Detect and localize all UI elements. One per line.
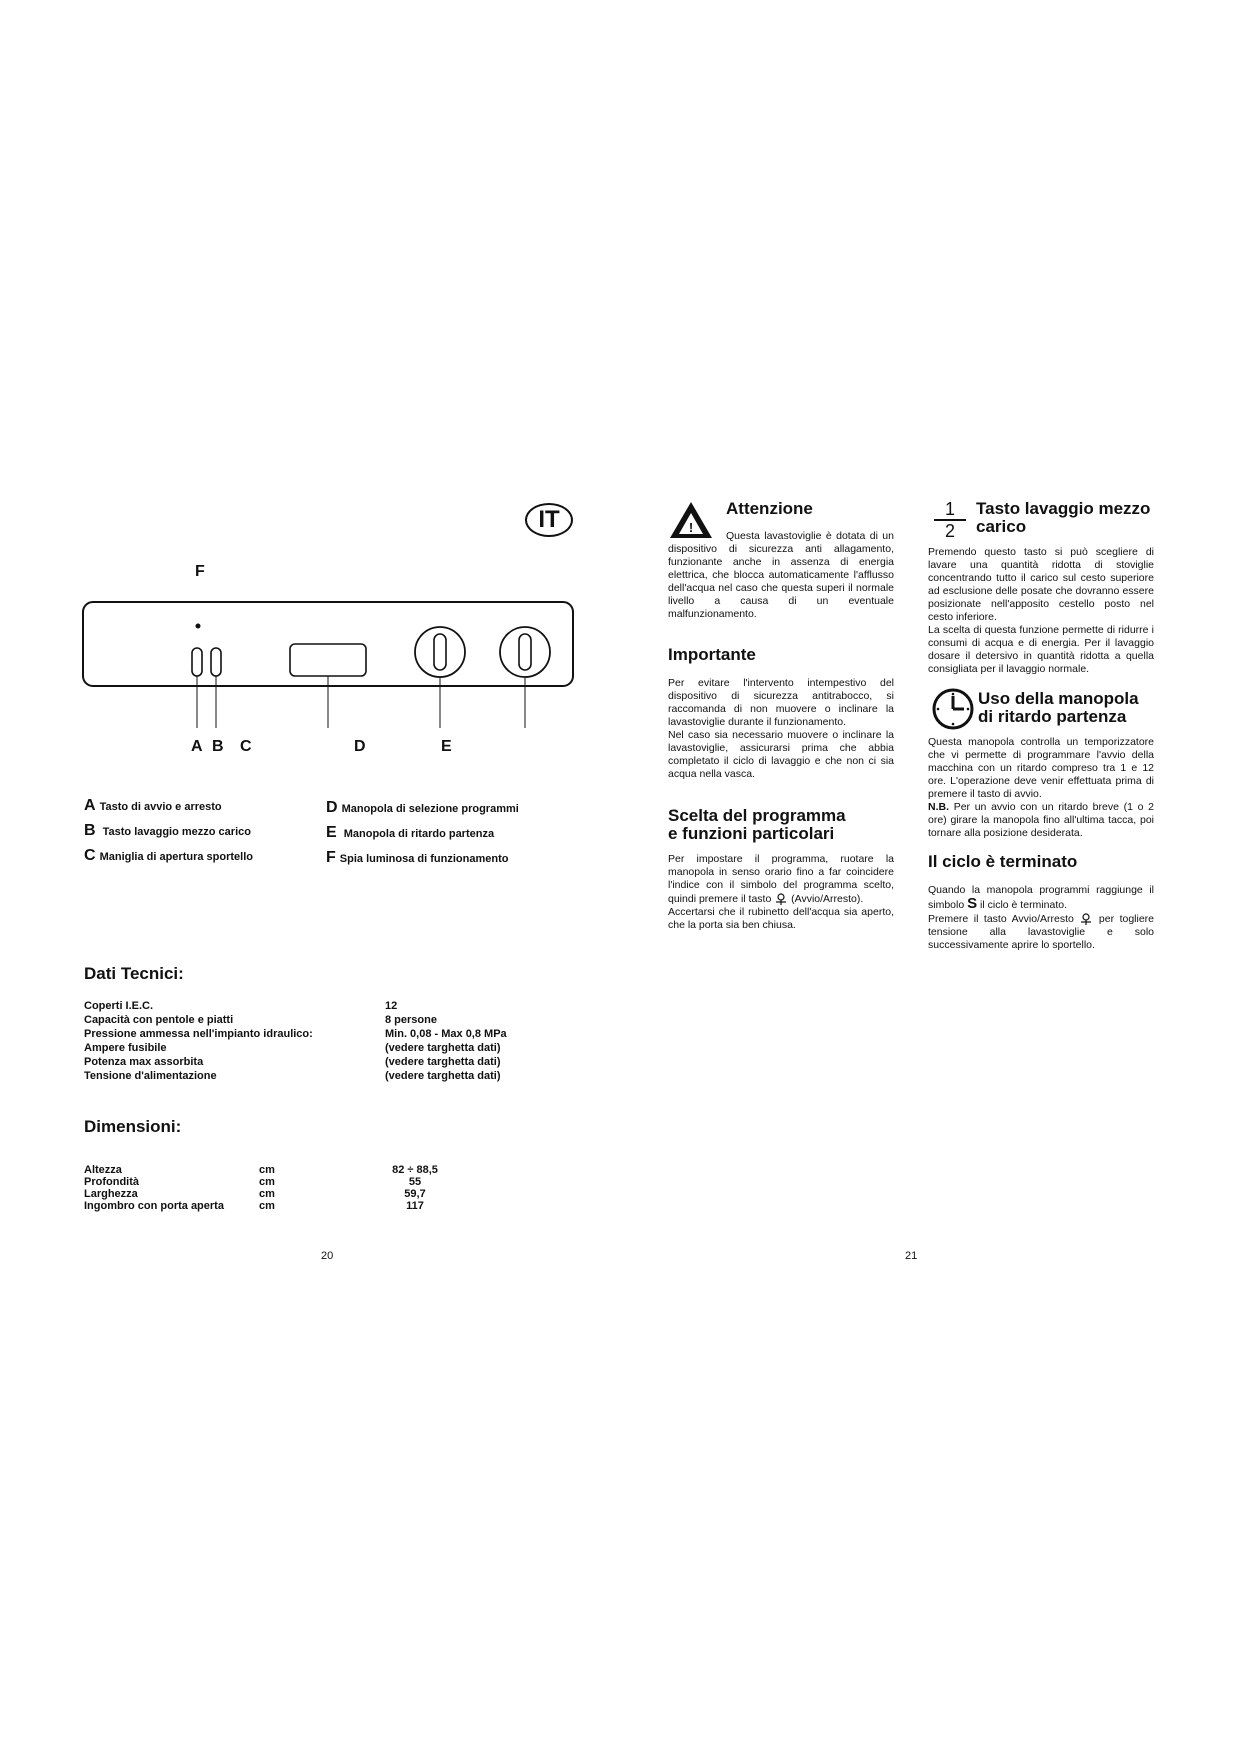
ciclo-text: Quando la manopola programmi raggiunge il simbolo S il ciclo è terminato. Premere il tasto Avvio/Arresto per togliere tensione alla lavastoviglie e solo successivamente aprire lo sportello.	[928, 884, 1155, 951]
legend-item-a: A Tasto di avvio e arresto	[84, 797, 222, 814]
tech-row: Tensione d'alimentazione (vedere targhetta dati)	[84, 1070, 501, 1082]
ritardo-text: Questa manopola controlla un temporizzatore che vi permette di programmare l'avvio della macchina con un ritardo compreso tra 1 e 12 ore. L'operazione deve venir effettuata prima di premere il tasto di avvio. N.B. Per un avvio con un ritardo breve (1 o 2 ore) girare la manopola fino all'ultima tacca, poi tornare alla posizione desiderata.	[928, 736, 1155, 839]
importante-text: Per evitare l'intervento intempestivo del dispositivo di sicurezza antitrabocco, si raccomanda di non muovere o inclinare la lavastoviglie durante il funzionamento. Nel caso sia necessario muovere o inclinare la lavastoviglie, assicurarsi prima che abbia completato il ciclo di lavaggio e che non ci sia acqua nella vasca.	[668, 677, 894, 780]
dim-row: Profondità cm 55	[84, 1176, 422, 1188]
attenzione-text: Questa lavastoviglie è dotata di un dispositivo di sicurezza anti allagamento, funzionante anche in assenza di energia elettrica, che blocca automaticamente l'afflusso dell'acqua nel caso che questa superi il normale livello a causa di un eventuale malfunzionamento.	[668, 530, 894, 620]
panel-label-c: C	[240, 738, 252, 755]
mezzo-carico-text: Premendo questo tasto si può scegliere di lavare una quantità ridotta di stoviglie concentrando tutto il carico sul cesto superiore ad esclusione delle posate che dovranno essere posizionate nell'apposito cestello posto nel cesto inferiore. La scelta di questa funzione permette di ridurre i consumi di acqua e di energia. Per il lavaggio dosare il detersivo in quantità ridotta a quella consigliata per il lavaggio normale.	[928, 546, 1154, 675]
dim-row: Ingombro con porta aperta cm 117	[84, 1200, 424, 1212]
control-panel-diagram	[78, 560, 590, 740]
legend-item-e: E Manopola di ritardo partenza	[326, 824, 495, 841]
legend-item-c: C Maniglia di apertura sportello	[84, 847, 253, 864]
ritardo-title: Uso della manopola di ritardo partenza	[978, 689, 1139, 726]
tech-row: Coperti I.E.C. 12	[84, 1000, 398, 1012]
attenzione-title: Attenzione	[726, 499, 813, 518]
legend-item-d: D Manopola di selezione programmi	[326, 799, 519, 816]
dim-row: Larghezza cm 59,7	[84, 1188, 426, 1200]
start-button-shape	[192, 648, 202, 676]
panel-label-d: D	[354, 738, 366, 755]
start-stop-icon	[774, 892, 788, 906]
ciclo-title: Il ciclo è terminato	[928, 852, 1078, 871]
legend-item-b: B Tasto lavaggio mezzo carico	[84, 822, 251, 839]
tech-row: Ampere fusibile (vedere targhetta dati)	[84, 1042, 501, 1054]
end-symbol: S	[967, 895, 978, 912]
language-badge: IT	[525, 503, 573, 537]
indicator-light	[196, 624, 201, 629]
legend-item-f: F Spia luminosa di funzionamento	[326, 849, 509, 866]
importante-title: Importante	[668, 645, 756, 664]
panel-label-a: A	[191, 738, 203, 755]
half-load-icon: 1 2	[934, 500, 966, 540]
panel-label-f: F	[195, 563, 205, 580]
svg-text:!: !	[688, 520, 694, 535]
tech-data-table	[84, 999, 554, 1083]
panel-label-e: E	[441, 738, 452, 755]
half-load-button-shape	[211, 648, 221, 676]
dim-row: Altezza cm 82 ÷ 88,5	[84, 1164, 438, 1176]
mezzo-carico-title: Tasto lavaggio mezzo carico	[976, 499, 1151, 536]
scelta-text: Per impostare il programma, ruotare la manopola in senso orario fino a far coincidere l'indice con il simbolo del programma scelto, quindi premere il tasto (Avvio/Arresto). Accertarsi che il rubinetto dell'acqua sia aperto, che la porta sia ben chiusa.	[668, 853, 894, 931]
panel-label-b: B	[212, 738, 224, 755]
tech-row: Capacità con pentole e piatti 8 persone	[84, 1014, 437, 1026]
scelta-title: Scelta del programma e funzioni particolari	[668, 806, 846, 843]
tech-data-title: Dati Tecnici:	[84, 964, 184, 983]
dimensions-title: Dimensioni:	[84, 1117, 182, 1136]
door-handle-shape	[290, 644, 366, 676]
clock-icon	[931, 687, 975, 731]
page-number-left: 20	[321, 1250, 334, 1262]
dimensions-table	[84, 1164, 484, 1212]
tech-row: Pressione ammessa nell'impianto idraulico: Min. 0,08 - Max 0,8 MPa	[84, 1028, 507, 1040]
start-stop-icon	[1079, 912, 1093, 926]
tech-row: Potenza max assorbita (vedere targhetta dati)	[84, 1056, 501, 1068]
page-number-right: 21	[905, 1250, 918, 1262]
